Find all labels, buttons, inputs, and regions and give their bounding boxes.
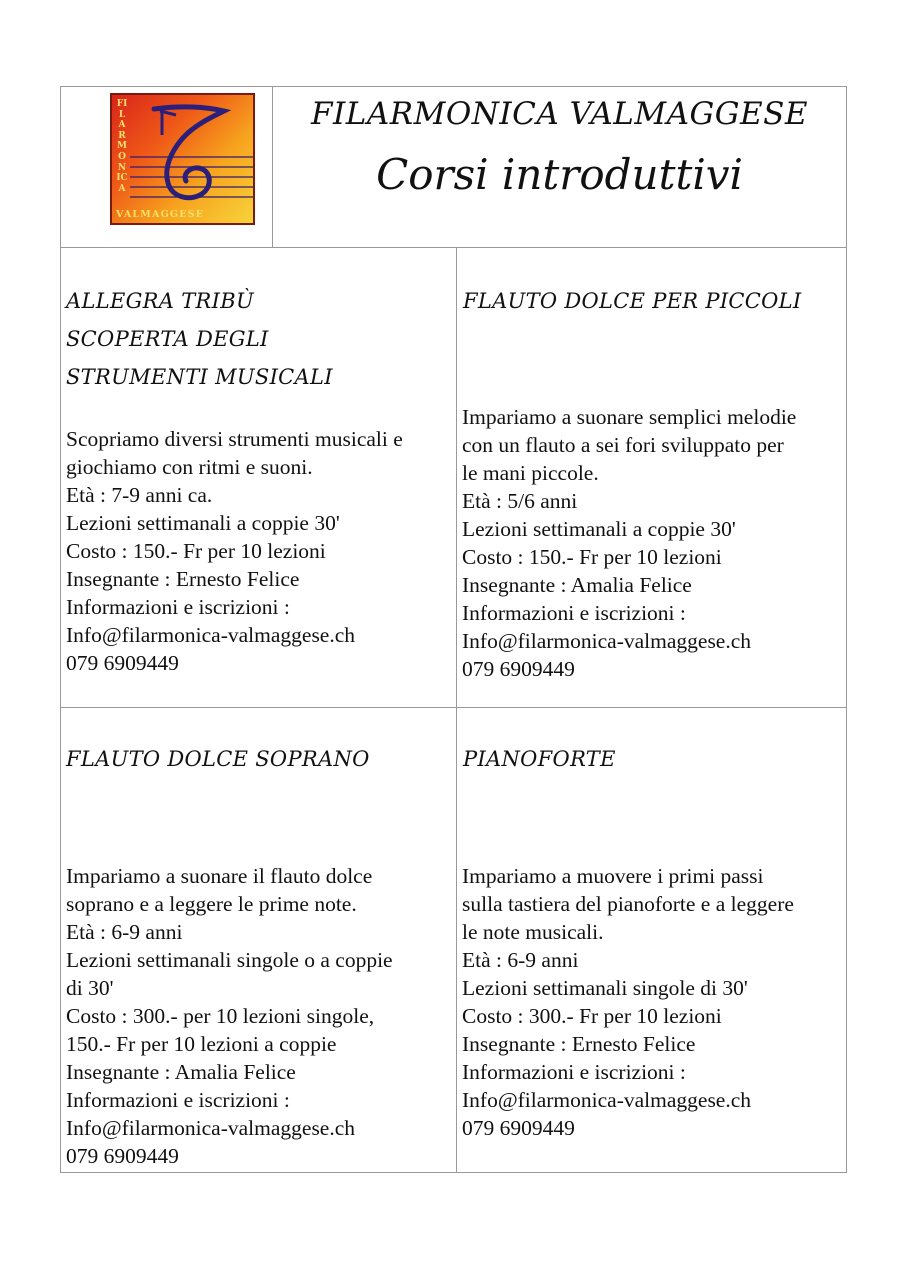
table-border-right [846, 86, 847, 1173]
description-line: Scopriamo diversi strumenti musicali e [66, 427, 403, 451]
teacher-line: Insegnante : Amalia Felice [462, 573, 692, 597]
filarmonica-logo [110, 93, 255, 225]
table-border-bottom [60, 1172, 847, 1173]
age-line: Età : 6-9 anni [66, 920, 183, 944]
description-line: Impariamo a suonare il flauto dolce [66, 864, 373, 888]
table-divider-header [60, 247, 847, 248]
cost-line: Costo : 150.- Fr per 10 lezioni [66, 539, 326, 563]
page-title: Corsi introduttivi [376, 150, 743, 199]
cost-line: Costo : 300.- per 10 lezioni singole, [66, 1004, 375, 1028]
organization-name: FILARMONICA VALMAGGESE [311, 96, 808, 132]
cost-line: Costo : 300.- Fr per 10 lezioni [462, 1004, 722, 1028]
logo-vertical-text: FILARMONICA [116, 99, 128, 194]
cost-line: Costo : 150.- Fr per 10 lezioni [462, 545, 722, 569]
phone-number: 079 6909449 [66, 651, 179, 675]
cost-line: 150.- Fr per 10 lezioni a coppie [66, 1032, 337, 1056]
course-title-line: PIANOFORTE [463, 747, 616, 771]
lessons-line: Lezioni settimanali singole o a coppie [66, 948, 393, 972]
course-card-flauto-soprano [66, 740, 370, 778]
phone-number: 079 6909449 [462, 657, 575, 681]
email-link[interactable]: Info@filarmonica-valmaggese.ch [66, 623, 356, 647]
description-line: giochiamo con ritmi e suoni. [66, 455, 313, 479]
course-description [462, 862, 794, 1142]
music-clef-icon [112, 95, 255, 225]
email-link[interactable]: Info@filarmonica-valmaggese.ch [462, 629, 752, 653]
course-card-allegra-tribu [66, 282, 333, 396]
logo-bottom-text: VALMAGGESE [116, 209, 205, 220]
description-line: con un flauto a sei fori sviluppato per [462, 433, 784, 457]
course-title-line: SCOPERTA DEGLI [66, 327, 269, 351]
description-line: le mani piccole. [462, 461, 599, 485]
description-line: Impariamo a muovere i primi passi [462, 864, 764, 888]
course-card-pianoforte [463, 740, 616, 778]
info-label: Informazioni e iscrizioni : [66, 1088, 290, 1112]
info-label: Informazioni e iscrizioni : [66, 595, 290, 619]
table-border-left [60, 86, 61, 1173]
table-divider-middle [60, 707, 847, 708]
lessons-line: Lezioni settimanali singole di 30' [462, 976, 748, 1000]
info-label: Informazioni e iscrizioni : [462, 601, 686, 625]
course-title-line: ALLEGRA TRIBÙ [66, 289, 254, 313]
age-line: Età : 7-9 anni ca. [66, 483, 213, 507]
lessons-line: Lezioni settimanali a coppie 30' [462, 517, 736, 541]
teacher-line: Insegnante : Amalia Felice [66, 1060, 296, 1084]
email-link[interactable]: Info@filarmonica-valmaggese.ch [462, 1088, 752, 1112]
phone-number: 079 6909449 [462, 1116, 575, 1140]
course-description [462, 403, 796, 683]
teacher-line: Insegnante : Ernesto Felice [66, 567, 300, 591]
table-border-top [60, 86, 847, 87]
lessons-line: di 30' [66, 976, 114, 1000]
course-title-line: STRUMENTI MUSICALI [66, 365, 333, 389]
description-line: Impariamo a suonare semplici melodie [462, 405, 797, 429]
column-divider [456, 247, 457, 1173]
age-line: Età : 6-9 anni [462, 948, 579, 972]
course-description [66, 425, 403, 677]
course-title-line: FLAUTO DOLCE SOPRANO [66, 747, 370, 771]
age-line: Età : 5/6 anni [462, 489, 578, 513]
teacher-line: Insegnante : Ernesto Felice [462, 1032, 696, 1056]
info-label: Informazioni e iscrizioni : [462, 1060, 686, 1084]
course-card-flauto-piccoli [463, 282, 802, 320]
course-title-line: FLAUTO DOLCE PER PICCOLI [463, 289, 802, 313]
description-line: sulla tastiera del pianoforte e a leggere [462, 892, 794, 916]
description-line: soprano e a leggere le prime note. [66, 892, 357, 916]
email-link[interactable]: Info@filarmonica-valmaggese.ch [66, 1116, 356, 1140]
lessons-line: Lezioni settimanali a coppie 30' [66, 511, 340, 535]
phone-number: 079 6909449 [66, 1144, 179, 1168]
course-description [66, 862, 393, 1170]
description-line: le note musicali. [462, 920, 604, 944]
